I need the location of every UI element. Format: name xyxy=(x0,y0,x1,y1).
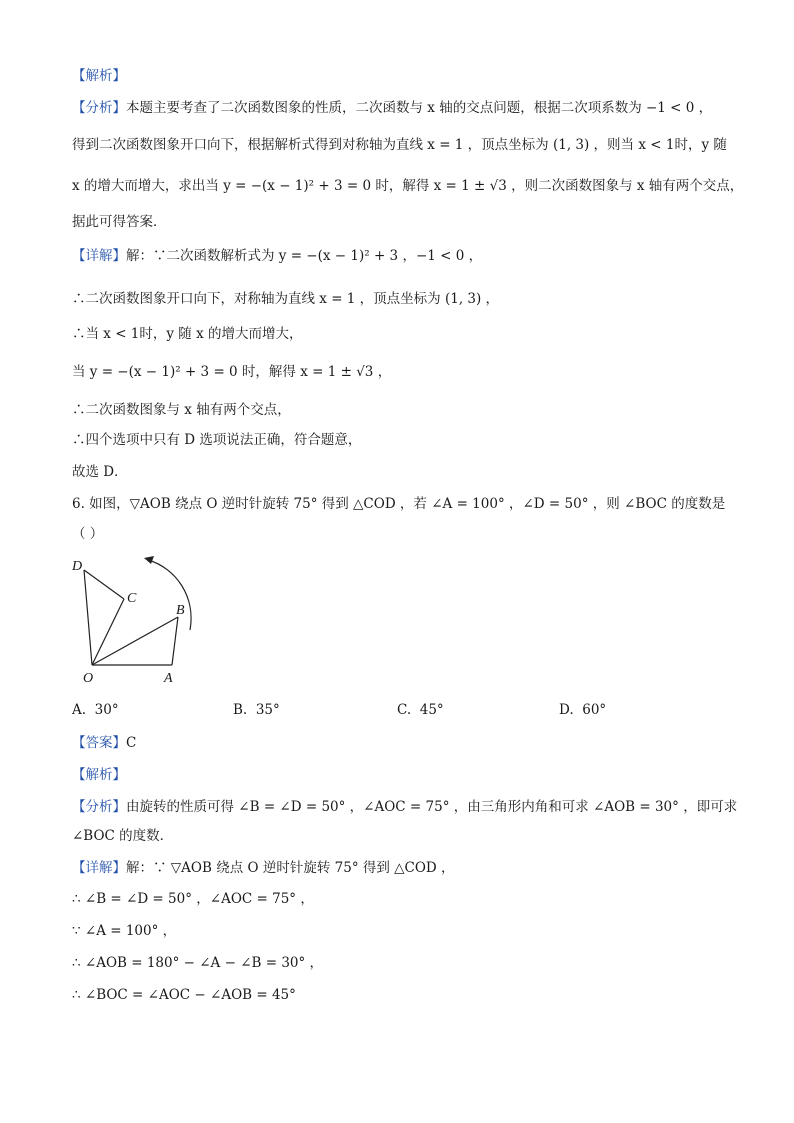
answer-options xyxy=(72,702,732,722)
label-b: B xyxy=(176,603,185,618)
detail2-line-1 xyxy=(72,858,732,878)
detail-line-3: ∴当 x < 1时，y 随 x 的增大而增大， xyxy=(72,326,303,342)
label-d: D xyxy=(72,559,83,574)
analysis-tag-2: 【解析】 xyxy=(72,767,126,783)
option-d-value: 60° xyxy=(582,702,607,718)
label-c: C xyxy=(127,591,137,606)
analysis-line-2: 得到二次函数图象开口向下，根据解析式得到对称轴为直线 x = 1 ，顶点坐标为 (1, 3) ，则当 x < 1时，y 随 xyxy=(72,137,727,153)
analysis-heading-2 xyxy=(72,765,732,785)
detail2-line-3: ∵ ∠A = 100° ， xyxy=(72,923,177,939)
option-c-value: 45° xyxy=(419,702,444,718)
analysis-text-1: 本题主要考查了二次函数图象的性质，二次函数与 x 轴的交点问题，根据二次项系数为 −1 < 0 ， xyxy=(126,100,713,116)
analysis-tag: 【解析】 xyxy=(72,68,126,84)
option-c-letter: C. xyxy=(397,702,412,718)
rotation-arrow-head xyxy=(144,556,154,564)
detail-line-2: ∴二次函数图象开口向下，对称轴为直线 x = 1 ，顶点坐标为 (1, 3) ， xyxy=(72,291,500,307)
xiangjie-tag-2: 【详解】 xyxy=(72,860,126,876)
option-d xyxy=(559,702,606,718)
detail2-line-2: ∴ ∠B = ∠D = 50° ，∠AOC = 75° ， xyxy=(72,891,314,907)
option-a-letter: A. xyxy=(72,702,87,718)
question-6-stem: 6. 如图，▽AOB 绕点 O 逆时针旋转 75° 得到 △COD ，若 ∠A = 100° ，∠D = 50° ，则 ∠BOC 的度数是 xyxy=(72,496,726,512)
option-b-letter: B. xyxy=(233,702,248,718)
rotation-diagram xyxy=(66,552,206,687)
segment-ab xyxy=(172,617,178,665)
detail-line-4: 当 y = −(x − 1)² + 3 = 0 时，解得 x = 1 ± √3 ， xyxy=(72,364,392,380)
option-a xyxy=(72,702,119,718)
xiangjie-tag: 【详解】 xyxy=(72,248,126,264)
option-b-value: 35° xyxy=(255,702,280,718)
fenxi-tag: 【分析】 xyxy=(72,100,126,116)
segment-co xyxy=(92,599,124,665)
analysis-line-4: 据此可得答案． xyxy=(72,214,167,230)
label-o: O xyxy=(83,671,94,686)
segment-dc xyxy=(84,570,124,599)
option-a-value: 30° xyxy=(94,702,119,718)
analysis-heading xyxy=(72,66,732,86)
answer-line xyxy=(72,733,732,753)
detail-line-7: 故选 D． xyxy=(72,464,128,480)
detail2-text-1: 解：∵ ▽AOB 绕点 O 逆时针旋转 75° 得到 △COD ， xyxy=(126,860,455,876)
fenxi-tag-2: 【分析】 xyxy=(72,799,126,815)
segment-bo xyxy=(92,617,178,665)
detail-line-1 xyxy=(72,246,732,266)
detail-text-1: 解：∵二次函数解析式为 y = −(x − 1)² + 3 ，−1 < 0 ， xyxy=(126,248,483,264)
detail2-line-5: ∴ ∠BOC = ∠AOC − ∠AOB = 45° xyxy=(72,987,296,1003)
detail2-line-4: ∴ ∠AOB = 180° − ∠A − ∠B = 30° ， xyxy=(72,955,324,971)
question-6-blank: （ ） xyxy=(72,526,104,542)
label-a: A xyxy=(164,671,173,686)
analysis-line-3: x 的增大而增大，求出当 y = −(x − 1)² + 3 = 0 时，解得 x = 1 ± √3 ，则二次函数图象与 x 轴有两个交点， xyxy=(72,178,744,194)
option-c xyxy=(397,702,444,718)
answer-tag: 【答案】 xyxy=(72,735,126,751)
option-b xyxy=(233,702,280,718)
analysis2-line-2: ∠BOC 的度数． xyxy=(72,828,174,844)
detail-line-6: ∴四个选项中只有 D 选项说法正确，符合题意， xyxy=(72,432,362,448)
detail-line-5: ∴二次函数图象与 x 轴有两个交点， xyxy=(72,402,291,418)
analysis2-text-1: 由旋转的性质可得 ∠B = ∠D = 50° ，∠AOC = 75° ，由三角形内角和可求 ∠AOB = 30° ，即可求 xyxy=(126,799,738,815)
analysis-line-1 xyxy=(72,98,732,118)
segment-od xyxy=(84,570,92,665)
rotation-figure xyxy=(66,552,206,687)
answer-value: C xyxy=(126,735,137,751)
analysis2-line-1 xyxy=(72,797,738,817)
rotation-arrow-arc xyxy=(148,560,191,630)
option-d-letter: D. xyxy=(559,702,574,718)
